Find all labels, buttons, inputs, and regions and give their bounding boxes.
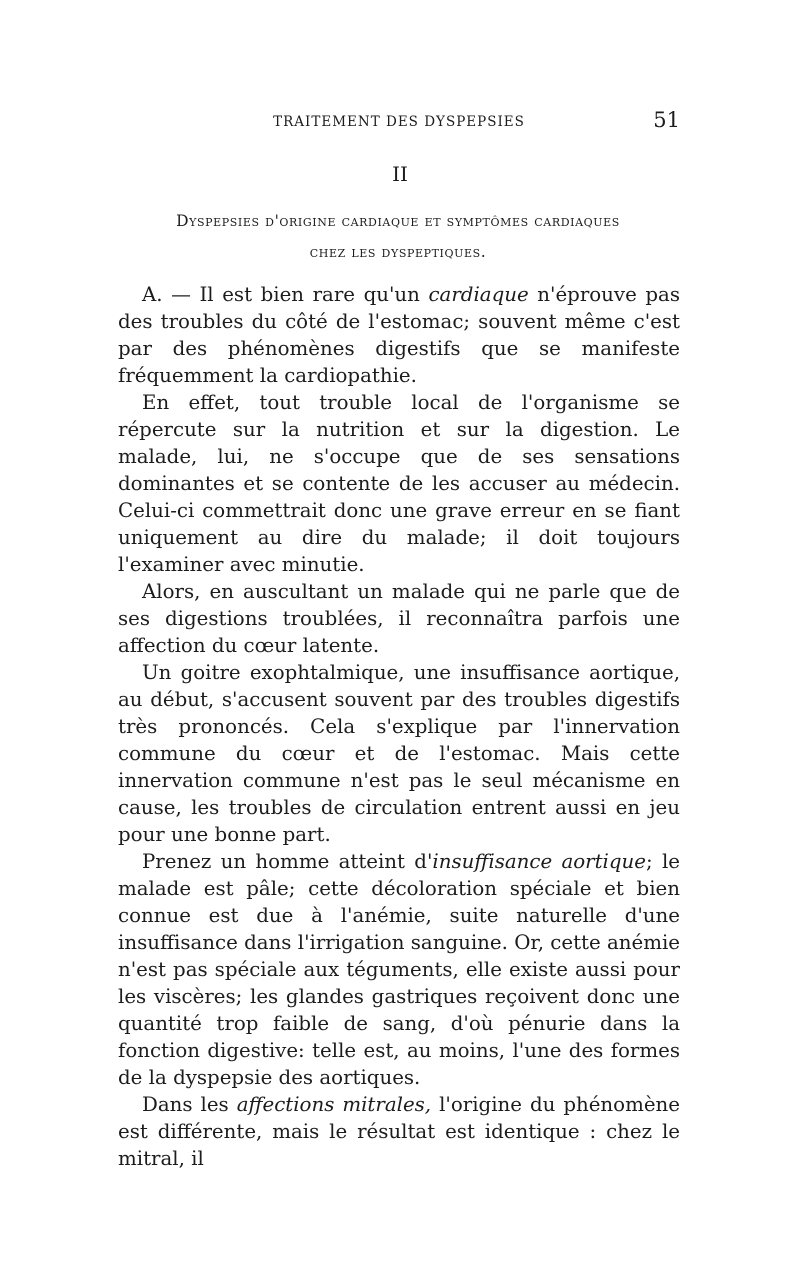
paragraph-4: [118, 659, 680, 848]
paragraph-5: [118, 848, 680, 1091]
paragraph-5-text-b: ; le malade est pâle; cette décoloration spéciale et bien connue est due à l'anémie, suite naturelle d'une insuffisance dans l'irrigation sanguine. Or, cette anémie n'est pas spéciale aux téguments, elle existe aussi pour les viscères; les glandes gastriques reçoivent donc une quantité trop faible de sang, d'où pénurie dans la fonction digestive: telle est, au moins, l'une des formes de la dyspepsie des aortiques.: [118, 850, 680, 1089]
running-header: [118, 108, 680, 138]
paragraph-5-text-a: Prenez un homme atteint d': [142, 850, 433, 873]
body-text: [118, 281, 680, 1172]
paragraph-6-text-b: l'origine du phénomène est différente, mais le résultat est identique : chez le mitral, il: [118, 1093, 680, 1170]
paragraph-2: [118, 389, 680, 578]
paragraph-1: [118, 281, 680, 389]
section-number: II: [392, 162, 408, 186]
page-number: 51: [653, 108, 680, 132]
paragraph-6-text-a: Dans les: [142, 1093, 237, 1116]
paragraph-5-italic: insuffisance aortique: [432, 850, 646, 873]
paragraph-6-italic: affections mitrales,: [236, 1093, 432, 1116]
paragraph-3-text: Alors, en auscultant un malade qui ne parle que de ses digestions troublées, il reconnaîtra parfois une affection du cœur latente.: [118, 580, 680, 657]
section-title-line-1: Dyspepsies d'origine cardiaque et symptômes cardiaques: [176, 212, 620, 230]
paragraph-4-text: Un goitre exophtalmique, une insuffisance aortique, au début, s'accusent souvent par des troubles digestifs très prononcés. Cela s'explique par l'innervation commune du cœur et de l'estomac. Mais cette innervation commune n'est pas le seul mécanisme en cause, les troubles de circulation entrent aussi en jeu pour une bonne part.: [118, 661, 680, 846]
running-title: TRAITEMENT DES DYSPEPSIES: [273, 114, 525, 130]
paragraph-6: [118, 1091, 680, 1172]
paragraph-1-text-a: A. — Il est bien rare qu'un: [142, 283, 429, 306]
paragraph-1-italic: cardiaque: [428, 283, 529, 306]
paragraph-3: [118, 578, 680, 659]
section-title: [112, 206, 684, 268]
section-title-line-2: chez les dyspeptiques.: [309, 243, 487, 261]
paragraph-2-text: En effet, tout trouble local de l'organisme se répercute sur la nutrition et sur la digestion. Le malade, lui, ne s'occupe que de ses sensations dominantes et se contente de les accuser au médecin. Celui-ci commettrait donc une grave erreur en se fiant uniquement au dire du malade; il doit toujours l'examiner avec minutie.: [118, 391, 680, 576]
paragraph-1-text-b: n'éprouve pas des troubles du côté de l'estomac; souvent même c'est par des phénomènes digestifs que se manifeste fréquemment la cardiopathie.: [118, 283, 680, 387]
